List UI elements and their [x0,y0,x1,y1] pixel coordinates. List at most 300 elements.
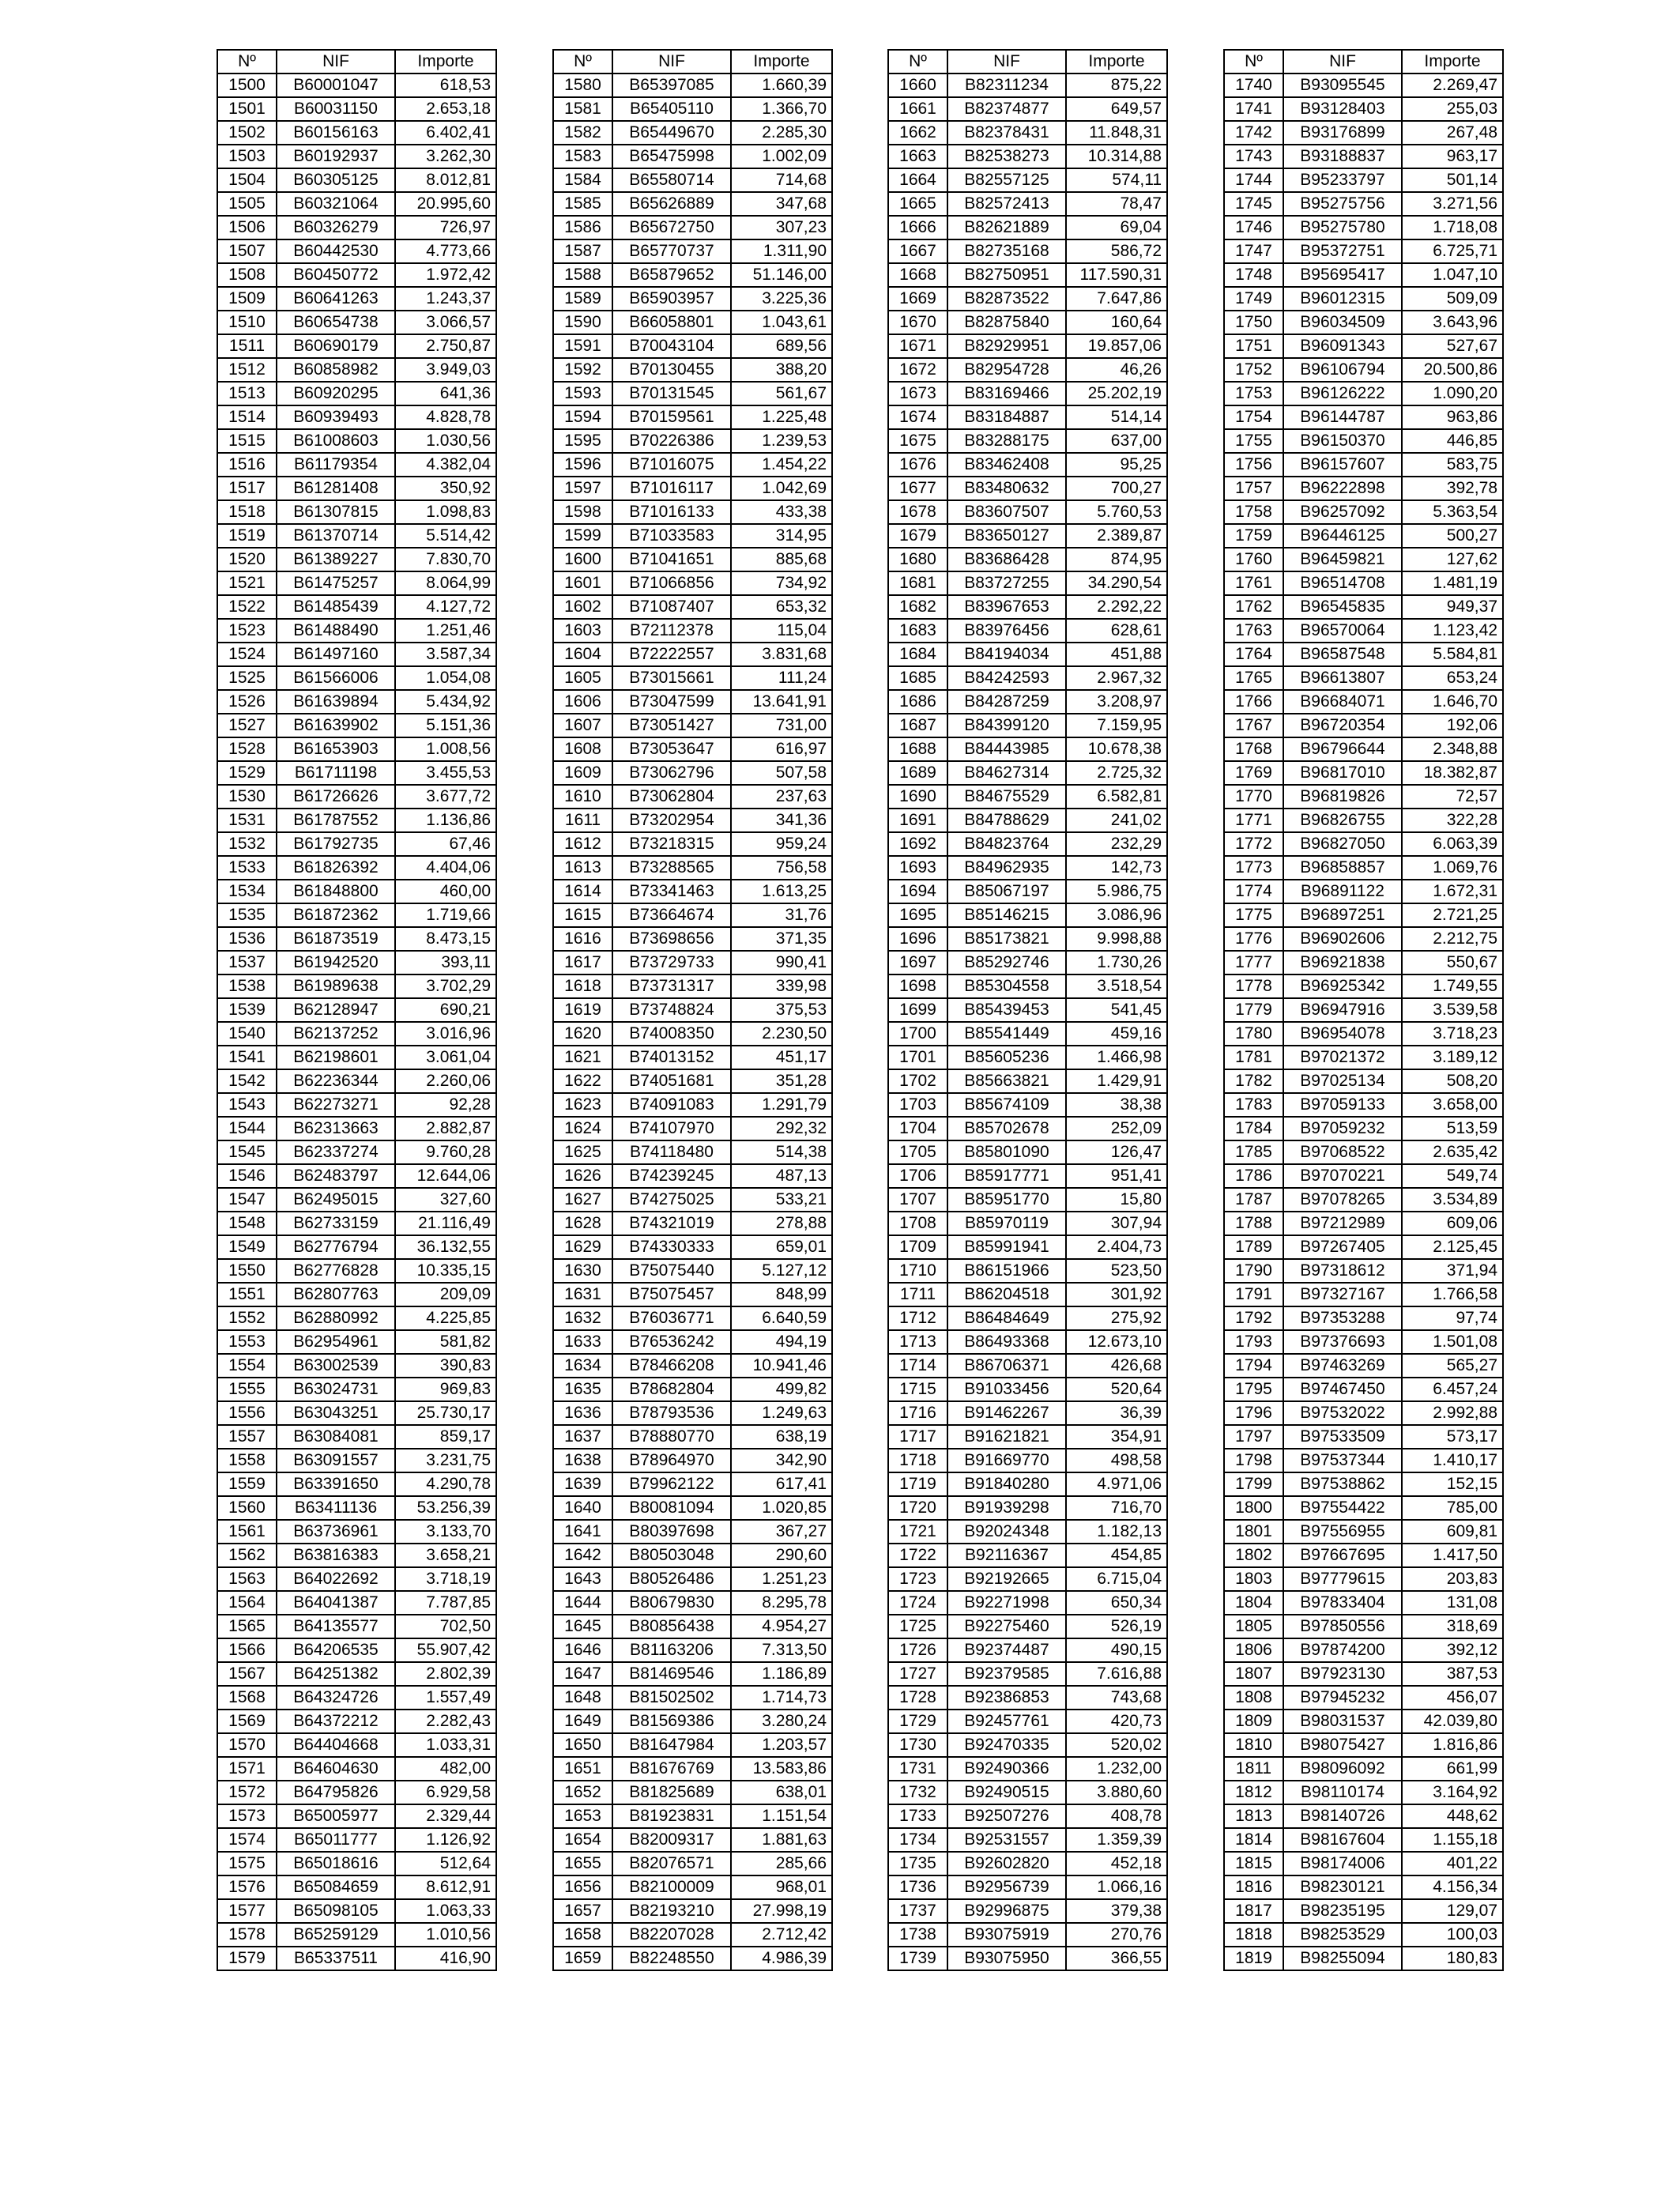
nif-cell: B63024731 [277,1378,395,1401]
importe-cell: 6.929,58 [395,1781,496,1804]
importe-cell: 4.971,06 [1066,1472,1167,1496]
row-number: 1565 [217,1615,277,1638]
nif-cell: B74321019 [612,1212,731,1235]
importe-cell: 371,35 [731,927,832,951]
row-number: 1711 [888,1283,947,1306]
row-number: 1545 [217,1140,277,1164]
table-row [553,785,832,809]
nif-cell: B60156163 [277,121,395,145]
table-row [217,1781,496,1804]
nif-cell: B96897251 [1283,903,1402,927]
importe-cell: 1.203,57 [731,1733,832,1757]
importe-cell: 314,95 [731,524,832,548]
table-row [553,477,832,500]
row-number: 1629 [553,1235,612,1259]
importe-cell: 100,03 [1402,1923,1503,1947]
table-row [1224,1046,1503,1069]
importe-cell: 702,50 [395,1615,496,1638]
nif-cell: B62776828 [277,1259,395,1283]
importe-cell: 1.047,10 [1402,263,1503,287]
row-number: 1753 [1224,382,1283,405]
row-number: 1590 [553,311,612,334]
nif-cell: B63391650 [277,1472,395,1496]
row-number: 1551 [217,1283,277,1306]
nif-cell: B96954078 [1283,1022,1402,1046]
importe-cell: 5.363,54 [1402,500,1503,524]
nif-cell: B82875840 [947,311,1066,334]
row-number: 1621 [553,1046,612,1069]
importe-cell: 1.066,16 [1066,1875,1167,1899]
table-row [888,832,1167,856]
row-number: 1674 [888,405,947,429]
row-number: 1801 [1224,1520,1283,1544]
row-number: 1761 [1224,571,1283,595]
table-row [888,1188,1167,1212]
row-number: 1548 [217,1212,277,1235]
row-number: 1556 [217,1401,277,1425]
nif-cell: B62337274 [277,1140,395,1164]
importe-cell: 949,37 [1402,595,1503,619]
importe-cell: 3.133,70 [395,1520,496,1544]
importe-cell: 565,27 [1402,1354,1503,1378]
row-number: 1694 [888,880,947,903]
nif-cell: B97850556 [1283,1615,1402,1638]
table-row [1224,1378,1503,1401]
row-number: 1620 [553,1022,612,1046]
row-number: 1759 [1224,524,1283,548]
table-row [217,453,496,477]
importe-cell: 3.702,29 [395,974,496,998]
row-number: 1802 [1224,1544,1283,1567]
header-nif: NIF [1283,50,1402,74]
table-row [888,1164,1167,1188]
row-number: 1661 [888,97,947,121]
nif-cell: B61485439 [277,595,395,619]
importe-cell: 117.590,31 [1066,263,1167,287]
importe-cell: 1.714,73 [731,1686,832,1710]
nif-cell: B91462267 [947,1401,1066,1425]
table-row [888,1757,1167,1781]
table-row [888,168,1167,192]
importe-cell: 3.677,72 [395,785,496,809]
row-number: 1582 [553,121,612,145]
table-row [888,1615,1167,1638]
row-number: 1712 [888,1306,947,1330]
table-row [553,974,832,998]
row-number: 1771 [1224,809,1283,832]
table-row [217,1022,496,1046]
importe-cell: 307,23 [731,216,832,239]
importe-cell: 4.986,39 [731,1947,832,1970]
importe-cell: 3.164,92 [1402,1781,1503,1804]
row-number: 1514 [217,405,277,429]
table-row [553,405,832,429]
importe-cell: 951,41 [1066,1164,1167,1188]
nif-cell: B97874200 [1283,1638,1402,1662]
nif-cell: B97532022 [1283,1401,1402,1425]
importe-cell: 2.285,30 [731,121,832,145]
row-number: 1557 [217,1425,277,1449]
table-row [553,1899,832,1923]
table-row [1224,1923,1503,1947]
table-row [217,1069,496,1093]
table-row [553,1923,832,1947]
table-row [888,1710,1167,1733]
nif-cell: B96947916 [1283,998,1402,1022]
table-row [217,1472,496,1496]
table-row [1224,903,1503,927]
importe-cell: 8.612,91 [395,1875,496,1899]
table-row [553,571,832,595]
table-row [217,287,496,311]
table-row [553,1733,832,1757]
row-number: 1792 [1224,1306,1283,1330]
nif-cell: B83607507 [947,500,1066,524]
nif-cell: B74239245 [612,1164,731,1188]
row-number: 1589 [553,287,612,311]
importe-cell: 34.290,54 [1066,571,1167,595]
table-row [1224,1710,1503,1733]
row-number: 1523 [217,619,277,643]
row-number: 1601 [553,571,612,595]
row-number: 1664 [888,168,947,192]
row-number: 1705 [888,1140,947,1164]
row-number: 1539 [217,998,277,1022]
table-row [888,239,1167,263]
table-row [553,1235,832,1259]
table-row [553,1259,832,1283]
table-row [888,690,1167,714]
row-number: 1727 [888,1662,947,1686]
row-number: 1764 [1224,643,1283,666]
importe-cell: 638,01 [731,1781,832,1804]
row-number: 1591 [553,334,612,358]
nif-cell: B60321064 [277,192,395,216]
row-number: 1633 [553,1330,612,1354]
row-number: 1690 [888,785,947,809]
row-number: 1697 [888,951,947,974]
row-number: 1688 [888,737,947,761]
nif-cell: B62733159 [277,1212,395,1235]
nif-cell: B74330333 [612,1235,731,1259]
nif-cell: B80526486 [612,1567,731,1591]
row-number: 1789 [1224,1235,1283,1259]
nif-cell: B92192665 [947,1567,1066,1591]
row-number: 1788 [1224,1212,1283,1235]
importe-cell: 7.830,70 [395,548,496,571]
importe-cell: 616,97 [731,737,832,761]
importe-cell: 5.151,36 [395,714,496,737]
row-number: 1631 [553,1283,612,1306]
row-number: 1646 [553,1638,612,1662]
importe-cell: 700,27 [1066,477,1167,500]
nif-cell: B64324726 [277,1686,395,1710]
table-row [217,856,496,880]
row-number: 1524 [217,643,277,666]
table-row [217,1306,496,1330]
importe-cell: 874,95 [1066,548,1167,571]
table-row [553,500,832,524]
table-row [1224,1283,1503,1306]
row-number: 1616 [553,927,612,951]
table-row [1224,927,1503,951]
row-number: 1795 [1224,1378,1283,1401]
importe-cell: 533,21 [731,1188,832,1212]
importe-cell: 1.429,91 [1066,1069,1167,1093]
row-number: 1649 [553,1710,612,1733]
importe-cell: 1.008,56 [395,737,496,761]
importe-cell: 192,06 [1402,714,1503,737]
row-number: 1767 [1224,714,1283,737]
row-number: 1676 [888,453,947,477]
importe-cell: 327,60 [395,1188,496,1212]
row-number: 1584 [553,168,612,192]
nif-cell: B97078265 [1283,1188,1402,1212]
table-row [1224,1472,1503,1496]
nif-cell: B97318612 [1283,1259,1402,1283]
row-number: 1542 [217,1069,277,1093]
nif-cell: B60192937 [277,145,395,168]
importe-cell: 6.640,59 [731,1306,832,1330]
nif-cell: B96684071 [1283,690,1402,714]
importe-cell: 393,11 [395,951,496,974]
table-row [1224,1638,1503,1662]
table-row [1224,1899,1503,1923]
row-number: 1769 [1224,761,1283,785]
importe-cell: 290,60 [731,1544,832,1567]
importe-cell: 6.715,04 [1066,1567,1167,1591]
table-row [1224,477,1503,500]
nif-cell: B60442530 [277,239,395,263]
nif-cell: B62483797 [277,1164,395,1188]
importe-cell: 252,09 [1066,1117,1167,1140]
importe-cell: 392,12 [1402,1638,1503,1662]
importe-cell: 160,64 [1066,311,1167,334]
nif-cell: B71041651 [612,548,731,571]
table-row [1224,1544,1503,1567]
nif-table-3 [887,49,1168,1971]
table-row [217,666,496,690]
importe-cell: 482,00 [395,1757,496,1781]
table-row [553,1662,832,1686]
importe-cell: 1.249,63 [731,1401,832,1425]
table-row [217,1093,496,1117]
nif-cell: B65098105 [277,1899,395,1923]
table-row [553,1757,832,1781]
nif-cell: B85292746 [947,951,1066,974]
nif-cell: B62128947 [277,998,395,1022]
table-row [1224,880,1503,903]
row-number: 1575 [217,1852,277,1875]
importe-cell: 20.500,86 [1402,358,1503,382]
nif-cell: B83288175 [947,429,1066,453]
row-number: 1637 [553,1425,612,1449]
table-row [553,1852,832,1875]
table-row [553,145,832,168]
row-number: 1744 [1224,168,1283,192]
row-number: 1762 [1224,595,1283,619]
nif-cell: B97467450 [1283,1378,1402,1401]
nif-cell: B96446125 [1283,524,1402,548]
importe-cell: 270,76 [1066,1923,1167,1947]
row-number: 1577 [217,1899,277,1923]
table-row [1224,1164,1503,1188]
table-row [1224,121,1503,145]
nif-cell: B95275780 [1283,216,1402,239]
table-row [217,903,496,927]
row-number: 1578 [217,1923,277,1947]
row-number: 1567 [217,1662,277,1686]
nif-cell: B85991941 [947,1235,1066,1259]
table-row [553,666,832,690]
importe-cell: 2.404,73 [1066,1235,1167,1259]
table-row [553,429,832,453]
row-number: 1534 [217,880,277,903]
nif-cell: B96126222 [1283,382,1402,405]
table-row [888,1046,1167,1069]
nif-cell: B60690179 [277,334,395,358]
nif-cell: B97021372 [1283,1046,1402,1069]
importe-cell: 392,78 [1402,477,1503,500]
table-row [888,548,1167,571]
nif-cell: B73218315 [612,832,731,856]
nif-cell: B78466208 [612,1354,731,1378]
row-number: 1715 [888,1378,947,1401]
table-row [888,1212,1167,1235]
row-number: 1777 [1224,951,1283,974]
nif-cell: B86706371 [947,1354,1066,1378]
table-row [217,1875,496,1899]
importe-cell: 494,19 [731,1330,832,1354]
importe-cell: 1.126,92 [395,1828,496,1852]
nif-cell: B82557125 [947,168,1066,192]
nif-cell: B62137252 [277,1022,395,1046]
nif-cell: B97070221 [1283,1164,1402,1188]
row-number: 1536 [217,927,277,951]
row-number: 1818 [1224,1923,1283,1947]
row-number: 1770 [1224,785,1283,809]
importe-cell: 4.404,06 [395,856,496,880]
nif-table-4 [1223,49,1504,1971]
table-row [553,1638,832,1662]
importe-cell: 72,57 [1402,785,1503,809]
importe-cell: 3.271,56 [1402,192,1503,216]
table-row [888,145,1167,168]
importe-cell: 351,28 [731,1069,832,1093]
table-row [217,595,496,619]
row-number: 1677 [888,477,947,500]
importe-cell: 490,15 [1066,1638,1167,1662]
importe-cell: 618,53 [395,74,496,97]
table-row [217,1591,496,1615]
row-number: 1648 [553,1686,612,1710]
importe-cell: 275,92 [1066,1306,1167,1330]
table-row [553,311,832,334]
row-number: 1634 [553,1354,612,1378]
nif-cell: B80503048 [612,1544,731,1567]
nif-cell: B73698656 [612,927,731,951]
nif-cell: B92116367 [947,1544,1066,1567]
importe-cell: 6.402,41 [395,121,496,145]
importe-cell: 7.787,85 [395,1591,496,1615]
nif-cell: B74051681 [612,1069,731,1093]
row-number: 1635 [553,1378,612,1401]
row-number: 1684 [888,643,947,666]
table-row [217,216,496,239]
nif-cell: B83480632 [947,477,1066,500]
nif-cell: B95695417 [1283,263,1402,287]
table-row [888,1544,1167,1567]
nif-cell: B85951770 [947,1188,1066,1212]
row-number: 1809 [1224,1710,1283,1733]
nif-cell: B61008603 [277,429,395,453]
row-number: 1561 [217,1520,277,1544]
nif-cell: B61370714 [277,524,395,548]
table-row [1224,1828,1503,1852]
row-number: 1522 [217,595,277,619]
importe-cell: 859,17 [395,1425,496,1449]
nif-cell: B83462408 [947,453,1066,477]
importe-cell: 1.466,98 [1066,1046,1167,1069]
table-row [888,1235,1167,1259]
nif-cell: B70226386 [612,429,731,453]
nif-cell: B74091083 [612,1093,731,1117]
importe-cell: 690,21 [395,998,496,1022]
nif-cell: B83976456 [947,619,1066,643]
nif-cell: B62313663 [277,1117,395,1140]
row-number: 1647 [553,1662,612,1686]
nif-cell: B81502502 [612,1686,731,1710]
importe-cell: 2.992,88 [1402,1401,1503,1425]
nif-cell: B74107970 [612,1117,731,1140]
nif-cell: B84443985 [947,737,1066,761]
importe-cell: 1.660,39 [731,74,832,97]
row-number: 1806 [1224,1638,1283,1662]
row-number: 1787 [1224,1188,1283,1212]
row-number: 1765 [1224,666,1283,690]
nif-cell: B96613807 [1283,666,1402,690]
nif-cell: B92470335 [947,1733,1066,1757]
nif-cell: B65018616 [277,1852,395,1875]
table-row [888,737,1167,761]
row-number: 1581 [553,97,612,121]
table-row [888,429,1167,453]
header-nif: NIF [947,50,1066,74]
table-row [888,856,1167,880]
table-row [888,1947,1167,1970]
row-number: 1506 [217,216,277,239]
table-row [888,666,1167,690]
header-importe: Importe [395,50,496,74]
row-number: 1708 [888,1212,947,1235]
importe-cell: 1.098,83 [395,500,496,524]
row-number: 1794 [1224,1354,1283,1378]
importe-cell: 3.534,89 [1402,1188,1503,1212]
table-row [1224,524,1503,548]
table-row [888,1378,1167,1401]
table-row [553,1164,832,1188]
row-number: 1543 [217,1093,277,1117]
table-row [553,1686,832,1710]
nif-cell: B97556955 [1283,1520,1402,1544]
nif-cell: B98031537 [1283,1710,1402,1733]
table-row [553,1828,832,1852]
nif-cell: B74118480 [612,1140,731,1164]
nif-cell: B71016117 [612,477,731,500]
row-number: 1691 [888,809,947,832]
table-row [553,1069,832,1093]
nif-cell: B85702678 [947,1117,1066,1140]
